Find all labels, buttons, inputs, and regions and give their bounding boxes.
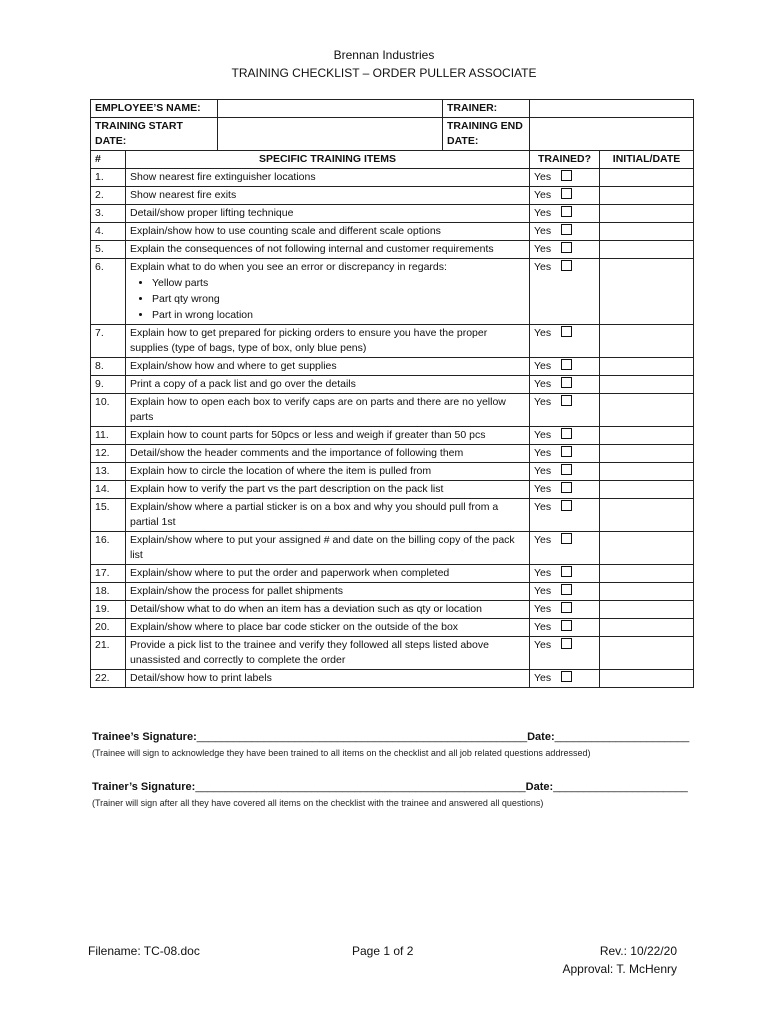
checklist-row [91,532,694,565]
item-text: Detail/show how to print labels [130,672,272,684]
trainer-signature-line[interactable]: ______________________________________________________ [195,781,526,793]
initial-date-field[interactable] [600,619,694,637]
checkbox-icon[interactable] [561,500,572,511]
item-description [126,169,530,187]
trainee-signature-line[interactable]: ______________________________________________________ [196,731,528,743]
yes-label: Yes [534,243,552,255]
trainee-date-line[interactable]: ______________________ [554,731,690,743]
item-description [126,427,530,445]
trained-cell [530,427,600,445]
trainee-signature [92,731,689,743]
yes-label: Yes [534,501,552,513]
initial-date-field[interactable] [600,376,694,394]
checklist-row [91,481,694,499]
item-number: 1. [91,169,126,187]
trainee-note: (Trainee will sign to acknowledge they have been trained to all items on the checklist and all job related questions addressed) [92,748,591,758]
item-number: 6. [91,259,126,325]
yes-label: Yes [534,465,552,477]
trained-cell [530,619,600,637]
yes-label: Yes [534,429,552,441]
trained-cell [530,637,600,670]
trained-cell [530,481,600,499]
item-description [126,670,530,688]
trained-cell [530,325,600,358]
yes-label: Yes [534,396,552,408]
initial-date-field[interactable] [600,241,694,259]
item-description [126,223,530,241]
item-text: Explain/show where to put your assigned # and date on the billing copy of the pack list [130,534,515,561]
item-description [126,463,530,481]
item-sub-point: • Part in wrong location [152,307,525,323]
checklist-row [91,427,694,445]
checklist-row [91,325,694,358]
yes-label: Yes [534,603,552,615]
yes-label: Yes [534,621,552,633]
yes-label: Yes [534,261,552,273]
checkbox-icon[interactable] [561,224,572,235]
yes-label: Yes [534,483,552,495]
initial-date-field[interactable] [600,259,694,325]
trained-cell [530,532,600,565]
item-text: Explain/show the process for pallet shipments [130,585,344,597]
item-number: 13. [91,463,126,481]
initial-date-field[interactable] [600,325,694,358]
trainer-date-label: Date: [525,781,554,793]
item-description [126,637,530,670]
item-sub-point: • Part qty wrong [152,291,525,307]
checklist-row [91,241,694,259]
checkbox-icon[interactable] [561,260,572,271]
yes-label: Yes [534,189,552,201]
trained-cell [530,259,600,325]
checklist-row [91,565,694,583]
checklist-row [91,463,694,481]
employee-name-field[interactable] [218,100,443,118]
item-description [126,532,530,565]
checklist-row [91,259,694,325]
item-description [126,241,530,259]
yes-label: Yes [534,585,552,597]
checklist-row [91,376,694,394]
checklist-row [91,445,694,463]
item-description [126,376,530,394]
footer-page-number: Page 1 of 2 [352,944,414,958]
yes-label: Yes [534,378,552,390]
checklist-row [91,499,694,532]
checklist-row [91,394,694,427]
checkbox-icon[interactable] [561,566,572,577]
document-title: TRAINING CHECKLIST – ORDER PULLER ASSOCIATE [231,66,537,80]
trainer-note: (Trainer will sign after all they have covered all items on the checklist with the trainee and answered all questions) [92,798,544,808]
yes-label: Yes [534,567,552,579]
checklist-row [91,169,694,187]
item-description [126,499,530,532]
item-text: Explain/show how to use counting scale and different scale options [130,225,441,237]
initial-date-field[interactable] [600,358,694,376]
initial-date-field[interactable] [600,169,694,187]
initial-date-field[interactable] [600,223,694,241]
initial-date-field[interactable] [600,499,694,532]
item-number: 15. [91,499,126,532]
item-number: 16. [91,532,126,565]
item-description [126,259,530,325]
yes-label: Yes [534,534,552,546]
checkbox-icon[interactable] [561,428,572,439]
num-header: # [91,151,126,169]
end-date-label: TRAINING END DATE: [443,118,530,151]
item-text: Explain how to get prepared for picking orders to ensure you have the proper supplies (type of bags, type of box, only blue pens) [130,327,488,354]
item-text: Show nearest fire exits [130,189,237,201]
trained-cell [530,376,600,394]
yes-label: Yes [534,639,552,651]
item-number: 18. [91,583,126,601]
item-text: Provide a pick list to the trainee and verify they followed all steps listed above unassisted and correctly to complete the order [130,639,489,666]
trained-cell [530,499,600,532]
yes-label: Yes [534,225,552,237]
item-description [126,565,530,583]
checklist-row [91,619,694,637]
item-number: 20. [91,619,126,637]
initial-date-field[interactable] [600,394,694,427]
item-sub-list [130,275,525,323]
item-text: Show nearest fire extinguisher locations [130,171,316,183]
item-description [126,619,530,637]
item-text: Explain/show where to put the order and paperwork when completed [130,567,450,579]
checkbox-icon[interactable] [561,584,572,595]
checklist-row [91,205,694,223]
item-number: 12. [91,445,126,463]
trained-cell [530,205,600,223]
item-number: 14. [91,481,126,499]
item-number: 21. [91,637,126,670]
item-number: 2. [91,187,126,205]
checklist-row [91,223,694,241]
initial-date-field[interactable] [600,637,694,670]
trained-cell [530,358,600,376]
trainer-signature-label: Trainer’s Signature: [92,781,196,793]
item-number: 3. [91,205,126,223]
yes-label: Yes [534,171,552,183]
trainee-date-label: Date: [527,731,555,743]
trainer-field[interactable] [530,100,694,118]
checkbox-icon[interactable] [561,464,572,475]
item-number: 17. [91,565,126,583]
checklist-row [91,670,694,688]
training-checklist-table [90,99,694,688]
checkbox-icon[interactable] [561,482,572,493]
yes-label: Yes [534,327,552,339]
checkbox-icon[interactable] [561,533,572,544]
checkbox-icon[interactable] [561,671,572,682]
checklist-row [91,583,694,601]
employee-row [91,100,694,118]
yes-label: Yes [534,207,552,219]
item-text: Detail/show the header comments and the importance of following them [130,447,464,459]
item-number: 11. [91,427,126,445]
trained-cell [530,670,600,688]
initial-date-field[interactable] [600,463,694,481]
item-number: 9. [91,376,126,394]
item-number: 4. [91,223,126,241]
item-text: Explain/show where to place bar code sticker on the outside of the box [130,621,459,633]
yes-label: Yes [534,672,552,684]
checklist-row [91,637,694,670]
initial-date-field[interactable] [600,583,694,601]
checkbox-icon[interactable] [561,395,572,406]
checkbox-icon[interactable] [561,359,572,370]
initial-date-field[interactable] [600,670,694,688]
checkbox-icon[interactable] [561,326,572,337]
initial-date-field[interactable] [600,205,694,223]
initial-date-field[interactable] [600,187,694,205]
trainer-signature [92,781,688,793]
item-text: Explain how to verify the part vs the part description on the pack list [130,483,444,495]
item-description [126,481,530,499]
item-text: Explain how to circle the location of where the item is pulled from [130,465,432,477]
checkbox-icon[interactable] [561,206,572,217]
employee-name-label: EMPLOYEE’S NAME: [91,100,218,118]
trained-cell [530,223,600,241]
checkbox-icon[interactable] [561,377,572,388]
checklist-row [91,601,694,619]
checkbox-icon[interactable] [561,242,572,253]
checkbox-icon[interactable] [561,446,572,457]
trained-cell [530,463,600,481]
trained-header: TRAINED? [530,151,600,169]
initial-date-field[interactable] [600,601,694,619]
item-text: Detail/show what to do when an item has a deviation such as qty or location [130,603,482,615]
column-header-row [91,151,694,169]
items-header: SPECIFIC TRAINING ITEMS [126,151,530,169]
company-name: Brennan Industries [333,48,435,62]
initial-date-field[interactable] [600,445,694,463]
trained-cell [530,187,600,205]
item-description [126,205,530,223]
item-text: Explain/show how and where to get supplies [130,360,337,372]
item-description [126,325,530,358]
trained-cell [530,241,600,259]
item-description [126,583,530,601]
item-text: Explain the consequences of not following internal and customer requirements [130,243,494,255]
item-description [126,394,530,427]
checkbox-icon[interactable] [561,602,572,613]
footer-filename: Filename: TC-08.doc [88,944,200,958]
checkbox-icon[interactable] [561,638,572,649]
item-description [126,187,530,205]
item-text: Print a copy of a pack list and go over the details [130,378,356,390]
initial-date-field[interactable] [600,565,694,583]
initial-date-field[interactable] [600,532,694,565]
item-number: 22. [91,670,126,688]
footer-revision: Rev.: 10/22/20 [599,944,677,958]
item-number: 19. [91,601,126,619]
trainer-date-line[interactable]: ______________________ [553,781,688,793]
checkbox-icon[interactable] [561,170,572,181]
item-description [126,601,530,619]
item-number: 5. [91,241,126,259]
trained-cell [530,169,600,187]
initial-date-field[interactable] [600,481,694,499]
initial-header: INITIAL/DATE [600,151,694,169]
item-number: 7. [91,325,126,358]
checklist-row [91,187,694,205]
item-number: 10. [91,394,126,427]
item-description [126,445,530,463]
item-sub-point: • Yellow parts [152,275,525,291]
yes-label: Yes [534,360,552,372]
item-text: Explain what to do when you see an error or discrepancy in regards: [130,261,447,273]
item-text: Explain how to open each box to verify caps are on parts and there are no yellow parts [130,396,506,423]
end-date-field[interactable] [530,118,694,151]
item-description [126,358,530,376]
trainee-signature-label: Trainee’s Signature: [92,731,197,743]
start-date-field[interactable] [218,118,443,151]
start-date-label: TRAINING START DATE: [91,118,218,151]
dates-row [91,118,694,151]
trained-cell [530,445,600,463]
item-text: Detail/show proper lifting technique [130,207,294,219]
trained-cell [530,565,600,583]
trained-cell [530,394,600,427]
footer-approval: Approval: T. McHenry [562,962,677,976]
trainer-label: TRAINER: [443,100,530,118]
trained-cell [530,601,600,619]
item-number: 8. [91,358,126,376]
initial-date-field[interactable] [600,427,694,445]
checkbox-icon[interactable] [561,620,572,631]
yes-label: Yes [534,447,552,459]
trained-cell [530,583,600,601]
item-text: Explain/show where a partial sticker is on a box and why you should pull from a partial 1st [130,501,499,528]
item-text: Explain how to count parts for 50pcs or less and weigh if greater than 50 pcs [130,429,486,441]
checkbox-icon[interactable] [561,188,572,199]
checklist-row [91,358,694,376]
